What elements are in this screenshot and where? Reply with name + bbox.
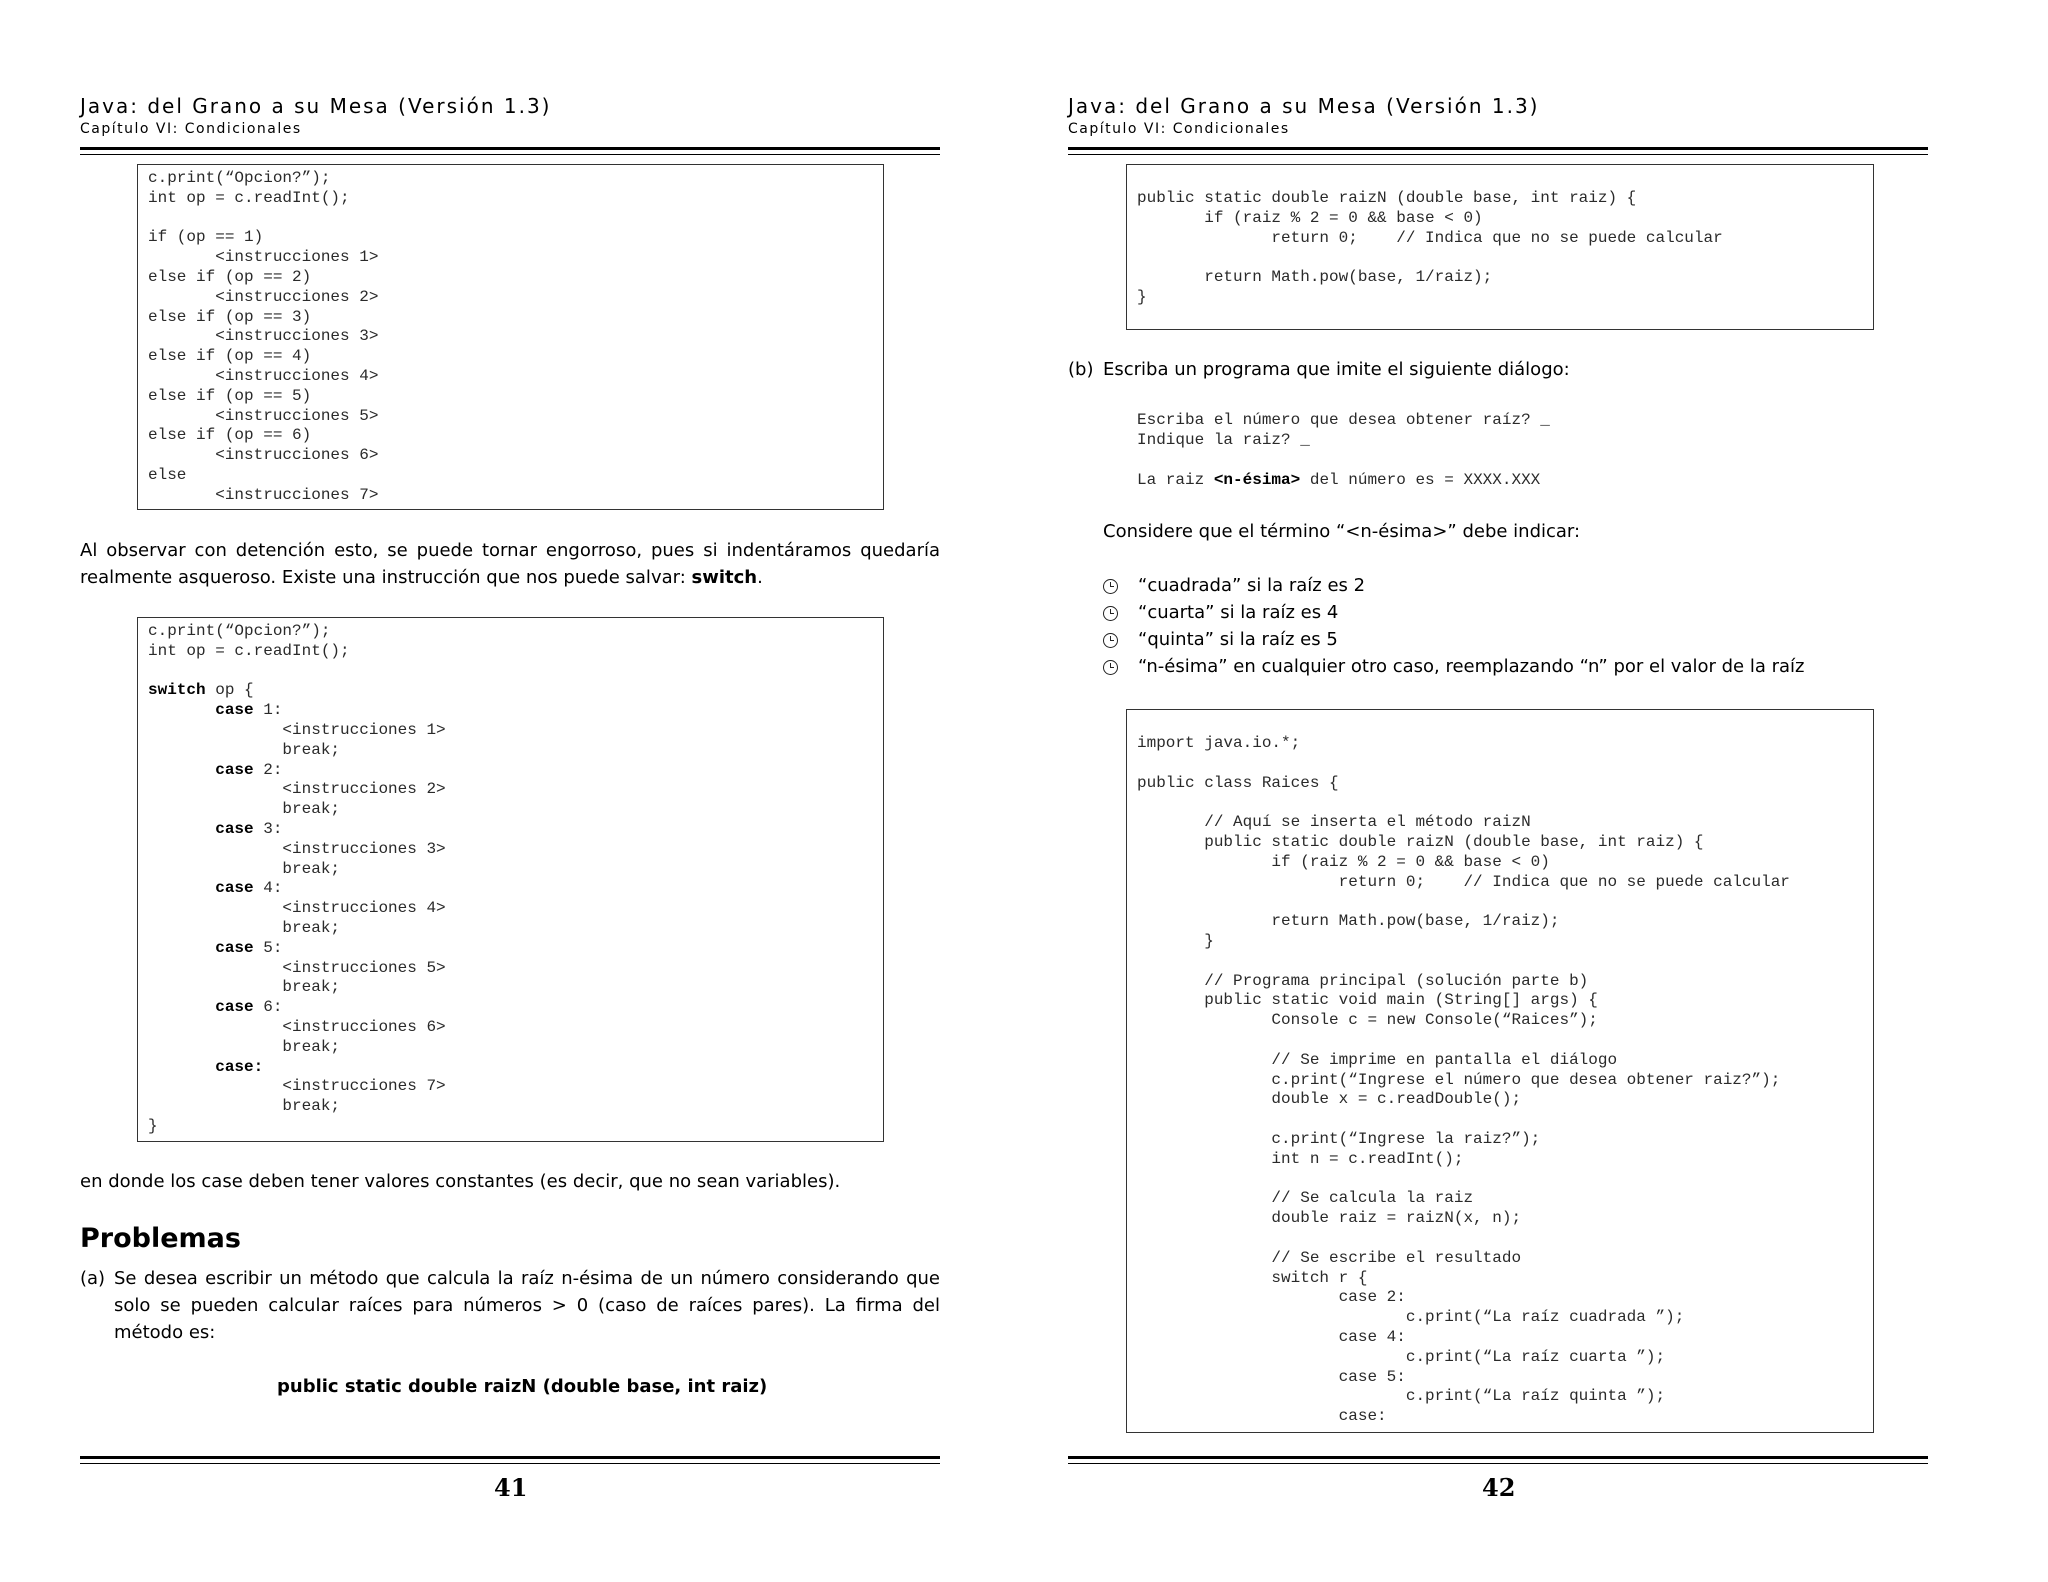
code-keyword: case [215,701,254,720]
switch-keyword: switch [691,567,758,588]
code-box-raizN [1126,164,1874,330]
problem-b-text: Escriba un programa que imite el siguiente diálogo: [1103,359,1570,380]
code-line: <instrucciones 6> [148,1017,446,1036]
code-line: case 4: [215,879,283,898]
code-line: case 5: [215,938,283,957]
code-line: c.print(“Opcion?”); [148,622,331,640]
code-keyword: case: [215,1057,264,1076]
code-box-switch [137,617,884,1142]
list-item-text: “n-ésima” en cualquier otro caso, reemplazando “n” por el valor de la raíz [1138,656,1805,677]
paragraph-switch-intro [80,537,940,591]
dialog-line-2: Indique la raiz? _ [1137,431,1310,449]
footer-rule [1068,1456,1928,1459]
code-line: break; [148,978,341,997]
dialog-line-3-post: del número es = XXXX.XXX [1300,471,1541,489]
header-rule [80,147,940,150]
code-raices: import java.io.*; public class Raices { // Aquí se inserta el método raizN public static double raizN (double base, int raiz) { if (raiz % 2 = 0 && base < 0) return 0; // Indica que no se puede calcular return Math.pow(base, 1/raiz); } // Programa principal (solución parte b) public static void main (String[] args) { Console c = new Console(“Raices”); // Se imprime en pantalla el diálogo c.print(“Ingrese el número que desea obtener raiz?”); double x = c.readDouble(); c.print(“Ingrese la raiz?”); int n = c.readInt(); // Se calcula la raiz double raiz = raizN(x, n); // Se escribe el resultado switch r { case 2: c.print(“La raíz cuadrada ”); case 4: c.print(“La raíz cuarta ”); case 5: c.print(“La raíz quinta ”); case: [1137,734,1790,1426]
bullet-list [1103,575,1804,683]
code-line: case 6: [215,998,283,1017]
code-switch [148,622,446,1137]
page-number: 41 [494,1473,528,1502]
footer-rule-thin [80,1463,940,1464]
code-keyword: case [215,760,254,779]
list-item-text: “cuarta” si la raíz es 4 [1138,602,1339,623]
code-line: <instrucciones 3> [148,839,446,858]
clock-icon [1103,660,1118,675]
code-box-raices [1126,709,1874,1433]
problem-a-text: Se desea escribir un método que calcula la raíz n-ésima de un número considerando que solo se pueden calcular raíces para números > 0 (caso de raíces pares). La firma del método es: [114,1268,940,1343]
chapter-title: Capítulo VI: Condicionales [80,121,302,137]
list-item [1103,656,1804,683]
problem-a-label: (a) [80,1268,106,1289]
code-line: break; [148,800,341,819]
code-line: switch op { [148,681,254,700]
dialog-line-3 [1137,471,1540,491]
dialog-line-1: Escriba el número que desea obtener raíz? _ [1137,411,1550,429]
section-title-problemas: Problemas [80,1223,241,1254]
code-line: case 3: [215,819,283,838]
code-line: break; [148,740,341,759]
code-line: break; [148,859,341,878]
code-line: break; [148,1037,341,1056]
clock-icon [1103,606,1118,621]
clock-icon [1103,633,1118,648]
paragraph-text: Al observar con detención esto, se puede tornar engorroso, pues si indentáramos quedaría realmente asqueroso. Existe una instrucción que nos puede salvar: [80,540,940,588]
code-keyword: case [215,938,254,957]
code-line [148,1058,263,1076]
code-line: int op = c.readInt(); [148,641,350,660]
clock-icon [1103,579,1118,594]
list-item-text: “cuadrada” si la raíz es 2 [1138,575,1366,596]
code-ifelse: c.print(“Opcion?”); int op = c.readInt(); if (op == 1) <instrucciones 1> else if (op == 2) <instrucciones 2> else if (op == 3) <instrucciones 3> else if (op == 4) <instrucciones 4> else if (op == 5) <instrucciones 5> else if (op == 6) <instrucciones 6> else <instrucciones 7> [148,169,379,504]
code-box-ifelse [137,164,884,510]
book-title: Java: del Grano a su Mesa (Versión 1.3) [80,94,552,118]
list-item [1103,575,1804,602]
code-line: } [148,1116,158,1135]
code-keyword: case [215,998,254,1017]
code-line: case 1: [215,701,283,720]
problem-b-label: (b) [1068,359,1094,380]
code-keyword: switch [148,681,206,700]
code-line: <instrucciones 4> [148,899,446,918]
dialog-line-3-pre: La raiz [1137,471,1214,489]
code-line: <instrucciones 7> [148,1077,446,1096]
code-line: <instrucciones 2> [148,780,446,799]
code-line: break; [148,1097,341,1116]
page-number: 42 [1482,1473,1516,1502]
footer-rule [80,1456,940,1459]
header-rule-thin [1068,154,1928,155]
book-title: Java: del Grano a su Mesa (Versión 1.3) [1068,94,1540,118]
list-item-text: “quinta” si la raíz es 5 [1138,629,1338,650]
list-item [1103,602,1804,629]
code-line: case 2: [215,760,283,779]
right-page [1024,0,2048,1582]
code-keyword: case [215,819,254,838]
header-rule-thin [80,154,940,155]
paragraph-case-note: en donde los case deben tener valores constantes (es decir, que no sean variables). [80,1171,841,1192]
code-raizN: public static double raizN (double base, int raiz) { if (raiz % 2 = 0 && base < 0) return 0; // Indica que no se puede calcular return Math.pow(base, 1/raiz); } [1137,189,1723,306]
chapter-title: Capítulo VI: Condicionales [1068,121,1290,137]
consider-text: Considere que el término “<n-ésima>” debe indicar: [1103,521,1581,542]
header-rule [1068,147,1928,150]
method-signature: public static double raizN (double base, int raiz) [277,1376,768,1397]
code-keyword: case [215,879,254,898]
code-line: break; [148,918,341,937]
list-item [1103,629,1804,656]
code-line: <instrucciones 1> [148,720,446,739]
footer-rule-thin [1068,1463,1928,1464]
paragraph-end: . [757,567,763,588]
dialog-line-3-keyword: <n-ésima> [1213,471,1301,489]
code-line: <instrucciones 5> [148,958,446,977]
